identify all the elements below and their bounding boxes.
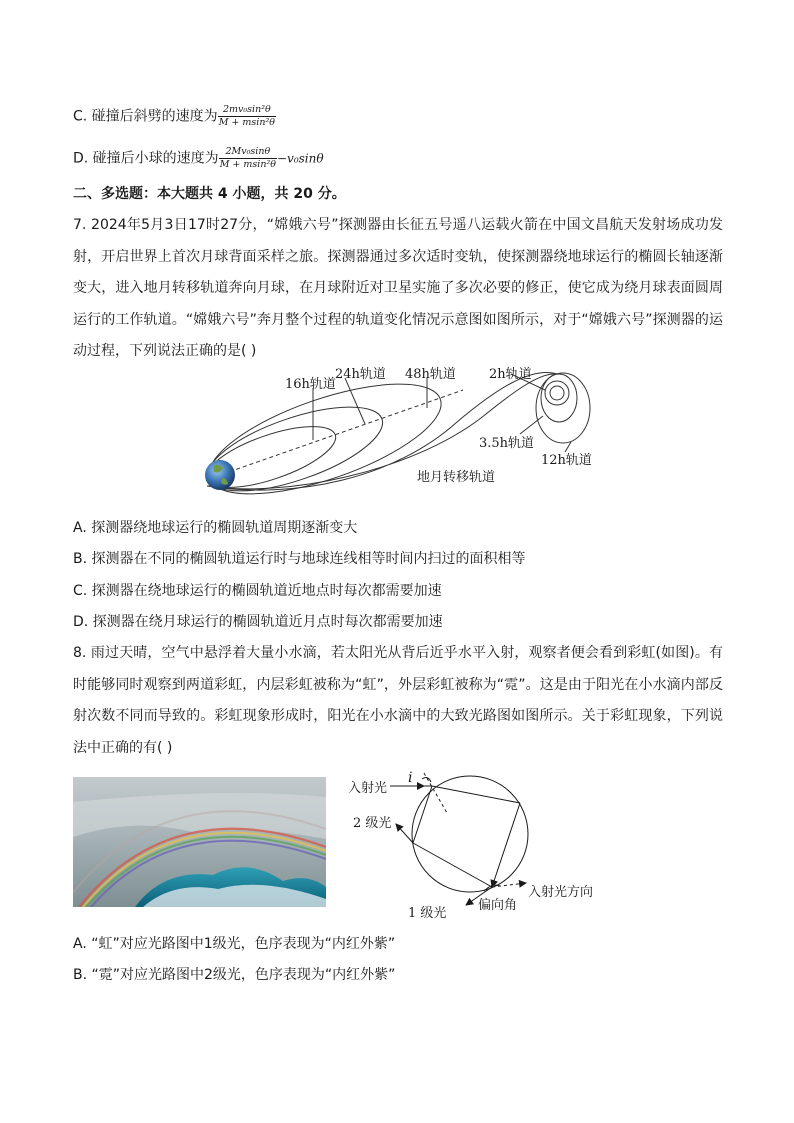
option-c-fraction xyxy=(218,104,276,129)
label-24h: 24h轨道 xyxy=(335,367,386,382)
question-7-option-b: B. 探测器在不同的椭圆轨道运行时与地球连线相等时间内扫过的面积相等 xyxy=(73,551,526,567)
question-7-option-c: C. 探测器在绕地球运行的椭圆轨道近地点时每次都需要加速 xyxy=(73,583,442,599)
option-c-denominator: M + msin²θ xyxy=(218,117,275,128)
option-d-prefix: D. 碰撞后小球的速度为 xyxy=(73,150,219,167)
option-c xyxy=(73,104,276,129)
option-c-numerator: 2mv₀sin²θ xyxy=(218,104,276,117)
exit-ray-2 xyxy=(396,824,413,843)
label-light-1: 1 级光 xyxy=(408,906,447,921)
label-incident-direction: 入射光方向 xyxy=(528,885,594,900)
leader-24h xyxy=(345,378,365,424)
option-d-numerator: 2Mv₀sinθ xyxy=(219,146,277,159)
question-8-option-a: A. “虹”对应光路图中1级光，色序表现为“内红外紫” xyxy=(73,936,396,952)
label-light-2: 2 级光 xyxy=(353,816,392,831)
rainbow-photo xyxy=(73,777,326,907)
option-d-suffix: −v₀sinθ xyxy=(276,151,324,166)
label-16h: 16h轨道 xyxy=(285,377,336,392)
label-2h: 2h轨道 xyxy=(489,367,532,382)
question-7-text: 7. 2024年5月3日17时27分，“嫦娥六号”探测器由长征五号遥八运载火箭在中国文昌航天发射场成功发射，开启世界上首次月球背面采样之旅。探测器通过多次适时变轨，使探测器绕地球运行的椭圆长轴逐渐变大，进入地月转移轨道奔向月球，在月球附近对卫星实施了多次必要的修正，使它成为绕月球表面圆周运行的工作轨道。“嫦娥六号”奔月整个过程的轨道变化情况示意图如图所示，对于“嫦娥六号”探测器的运动过程，下列说法正确的是( ) xyxy=(73,217,723,359)
section-header: 二、多选题：本大题共 4 小题，共 20 分。 xyxy=(73,186,346,202)
label-transfer: 地月转移轨道 xyxy=(417,470,496,485)
internal-ray-3 xyxy=(413,843,492,887)
question-7-option-a: A. 探测器绕地球运行的椭圆轨道周期逐渐变大 xyxy=(73,520,358,536)
transfer-orbit xyxy=(207,372,557,490)
question-8-option-b: B. “霓”对应光路图中2级光，色序表现为“内红外紫” xyxy=(73,967,396,983)
label-48h: 48h轨道 xyxy=(405,367,456,382)
normal-line xyxy=(424,773,447,813)
internal-ray-2 xyxy=(492,803,520,887)
label-12h: 12h轨道 xyxy=(541,453,592,468)
question-8-text: 8. 雨过天晴，空气中悬浮着大量小水滴，若太阳光从背后近乎水平入射，观察者便会看到彩虹(如图)。有时能够同时观察到两道彩虹，内层彩虹被称为“虹”，外层彩虹被称为“霓”。这是由于阳光在小水滴内部反射次数不同而导致的。彩虹现象形成时，阳光在小水滴中的大致光路图如图所示。关于彩虹现象，下列说法中正确的有( ) xyxy=(73,645,723,756)
angle-i-arc xyxy=(422,778,431,782)
label-3-5h: 3.5h轨道 xyxy=(479,436,535,451)
label-deviation: 偏向角 xyxy=(478,898,518,913)
label-angle-i: i xyxy=(408,770,413,786)
earth xyxy=(205,460,235,490)
option-d-fraction xyxy=(219,146,277,171)
option-d xyxy=(73,146,324,171)
option-c-prefix: C. 碰撞后斜劈的速度为 xyxy=(73,108,218,125)
option-d-denominator: M + msin²θ xyxy=(219,159,276,170)
question-7-option-d: D. 探测器在绕月球运行的椭圆轨道近月点时每次都需要加速 xyxy=(73,614,443,630)
moon xyxy=(550,386,564,400)
orbit-diagram xyxy=(195,360,605,500)
leader-12h xyxy=(565,442,571,452)
label-incident: 入射光 xyxy=(348,781,388,796)
light-path-diagram xyxy=(340,765,610,925)
